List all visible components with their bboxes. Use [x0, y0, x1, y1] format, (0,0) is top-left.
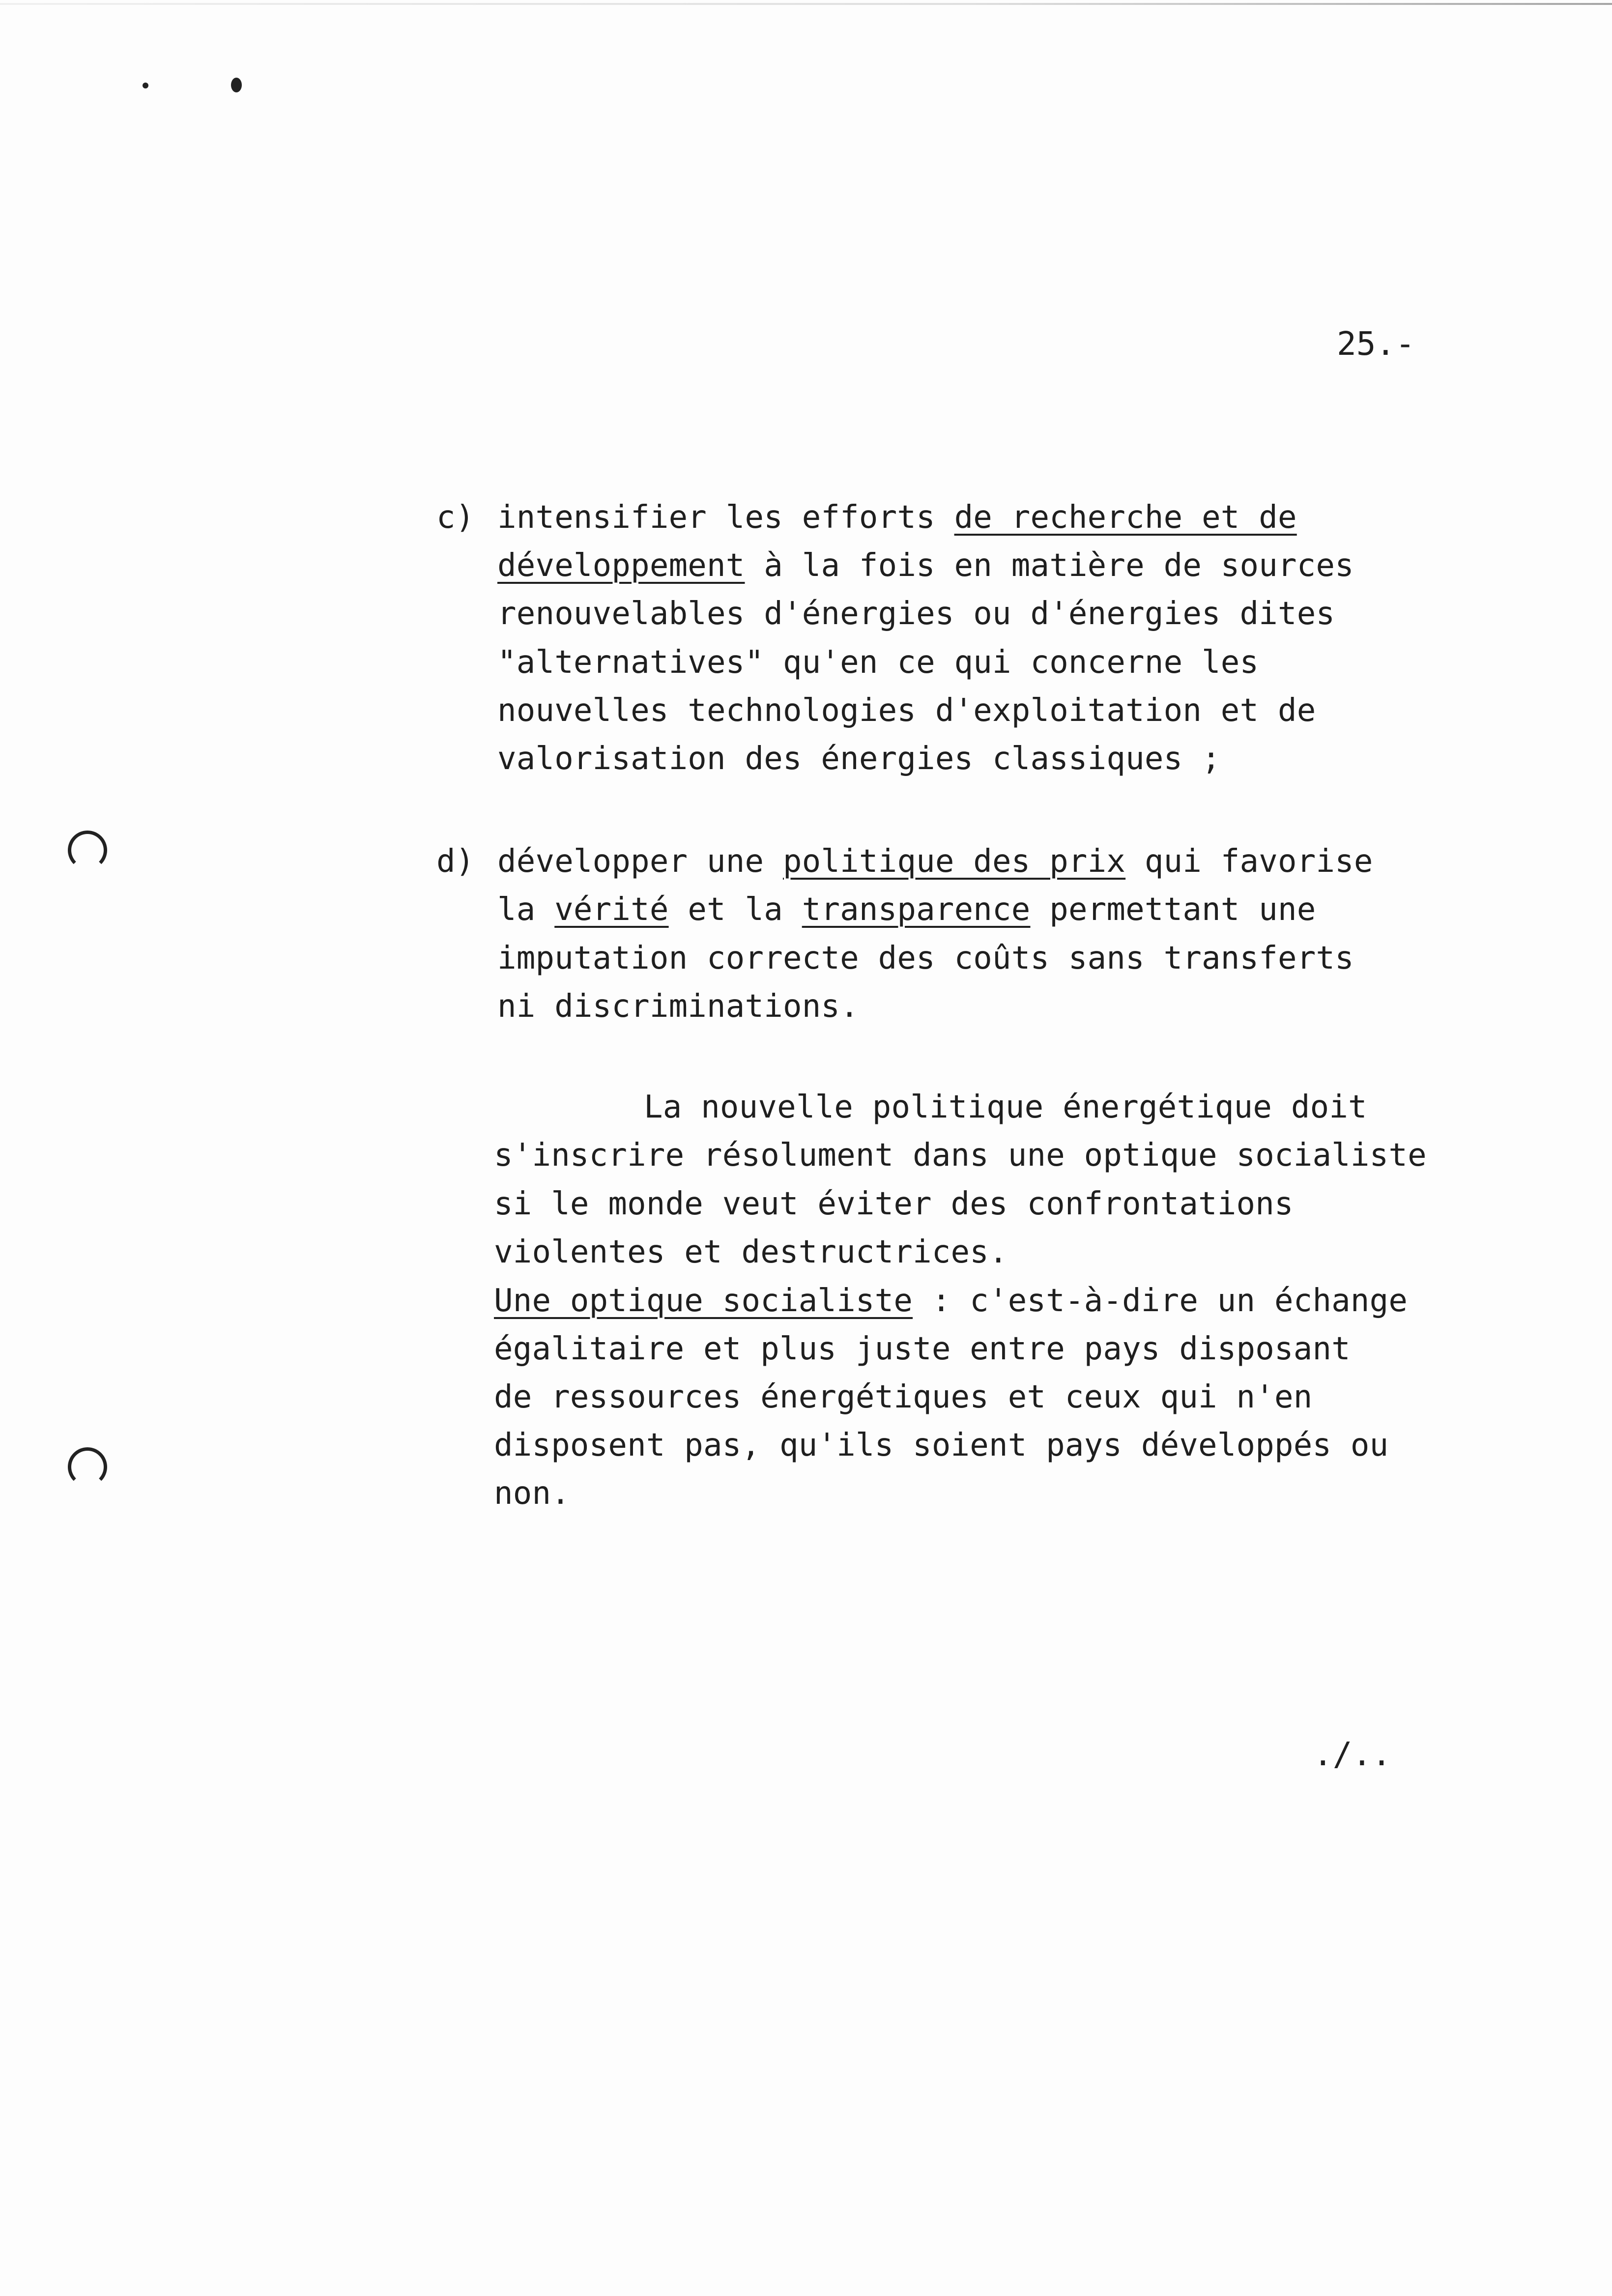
item-c-line-6: valorisation des énergies classiques ; [497, 741, 1221, 777]
text-run: permettant une [1030, 891, 1316, 928]
paragraph-line-5 [494, 1281, 1408, 1320]
scan-edge-line [0, 3, 1612, 5]
underlined-text: développement [497, 547, 745, 584]
list-marker-d: d) [436, 843, 475, 880]
underlined-text: transparence [802, 891, 1031, 928]
continuation-mark: ./.. [1313, 1735, 1391, 1773]
text-run: et la [668, 891, 802, 928]
punch-hole [68, 1447, 107, 1487]
underlined-text: de recherche et de [954, 499, 1297, 536]
paragraph-line-8: disposent pas, qu'ils soient pays développés ou [494, 1427, 1389, 1464]
item-d-line-1 [497, 842, 1373, 881]
item-c-line-4: "alternatives" qu'en ce qui concerne les [497, 644, 1259, 681]
paragraph-line-6: égalitaire et plus juste entre pays disposant [494, 1331, 1351, 1367]
list-marker-c: c) [436, 499, 475, 536]
item-d-line-3: imputation correcte des coûts sans transferts [497, 940, 1354, 976]
scan-speck [143, 83, 148, 88]
punch-hole [68, 831, 107, 870]
text-run: intensifier les efforts [497, 499, 954, 536]
item-c-line-3: renouvelables d'énergies ou d'énergies dites [497, 596, 1335, 632]
item-c-line-2 [497, 546, 1354, 585]
paragraph-line-3: si le monde veut éviter des confrontations [494, 1186, 1294, 1222]
page-number: 25.- [1337, 325, 1415, 363]
text-run: : c'est-à-dire un échange [913, 1283, 1408, 1319]
paragraph-line-4: violentes et destructrices. [494, 1234, 1008, 1270]
underlined-text: Une optique socialiste [494, 1283, 913, 1319]
paragraph-line-7: de ressources énergétiques et ceux qui n'en [494, 1379, 1313, 1415]
paragraph-line-2: s'inscrire résolument dans une optique socialiste [494, 1137, 1427, 1174]
underlined-text: vérité [554, 891, 669, 928]
item-c-line-1 [497, 498, 1297, 537]
item-d-line-2 [497, 890, 1316, 929]
text-run: la [497, 891, 555, 928]
paragraph-line-9: non. [494, 1475, 570, 1512]
underlined-text: politique des prix [782, 843, 1126, 880]
item-c-line-5: nouvelles technologies d'exploitation et de [497, 692, 1316, 729]
text-run: qui favorise [1125, 843, 1373, 880]
paragraph-line-1: La nouvelle politique énergétique doit [644, 1089, 1367, 1125]
scan-speck [231, 78, 242, 92]
text-run: à la fois en matière de sources [745, 547, 1354, 584]
text-run: développer une [497, 843, 783, 880]
item-d-line-4: ni discriminations. [497, 988, 859, 1025]
